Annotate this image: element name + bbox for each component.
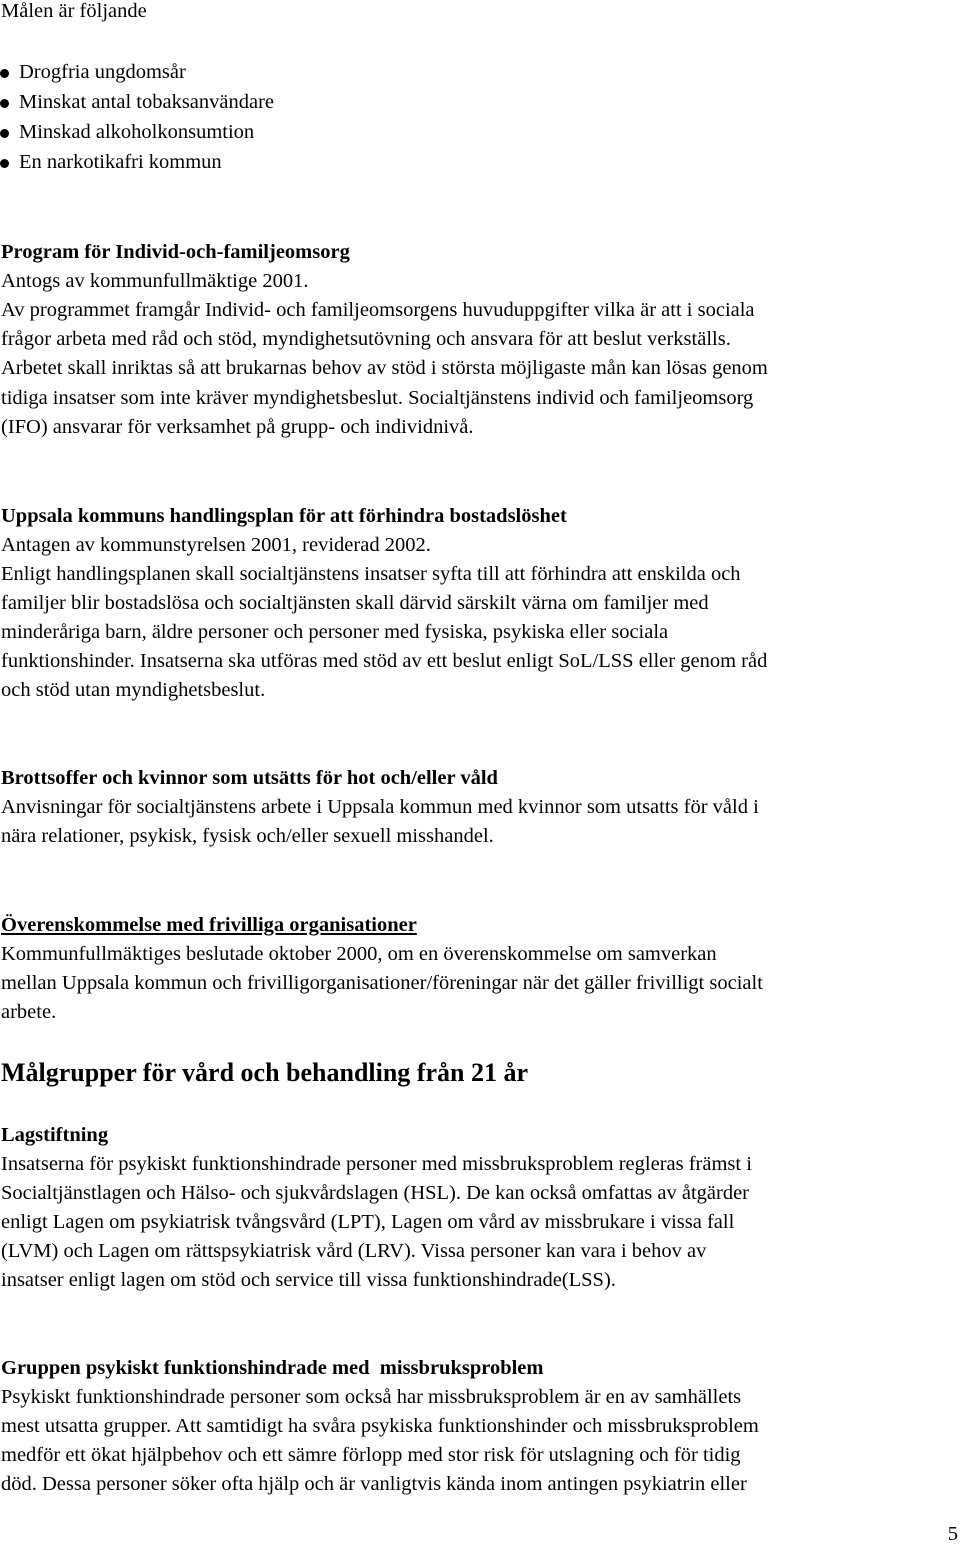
program-title: Program för Individ-och-familjeomsorg xyxy=(1,241,350,263)
page-number: 5 xyxy=(947,1523,958,1545)
legislation-line: Socialtjänstlagen och Hälso- och sjukvårdslagen (HSL). De kan också omfattas av åtgärder xyxy=(1,1182,750,1204)
program-line: tidiga insatser som inte kräver myndighetsbeslut. Socialtjänstens individ och familjeomsorg xyxy=(1,387,754,409)
housing-plan-line: familjer blir bostadslösa och socialtjänsten skall därvid särskilt värna om familjer med xyxy=(1,592,709,614)
group-line: mest utsatta grupper. Att samtidigt ha svåra psykiska funktionshinder och missbruksproblem xyxy=(1,1415,759,1437)
agreement-line: Kommunfullmäktiges beslutade oktober 2000, om en överenskommelse om samverkan xyxy=(1,943,717,965)
legislation-line: (LVM) och Lagen om rättspsykiatrisk vård (LRV). Vissa personer kan vara i behov av xyxy=(1,1240,707,1262)
housing-plan-line: minderåriga barn, äldre personer och personer med fysiska, psykiska eller sociala xyxy=(1,621,669,643)
legislation-line: Insatserna för psykiskt funktionshindrade personer med missbruksproblem regleras främst i xyxy=(1,1153,752,1175)
housing-plan-title: Uppsala kommuns handlingsplan för att förhindra bostadslöshet xyxy=(1,505,567,527)
housing-plan-line: Antagen av kommunstyrelsen 2001, reviderad 2002. xyxy=(1,534,431,556)
agreement-title: Överenskommelse med frivilliga organisationer xyxy=(1,914,417,936)
program-line: Av programmet framgår Individ- och familjeomsorgens huvuduppgifter vilka är att i sociala xyxy=(1,299,755,321)
crime-victims-title: Brottsoffer och kvinnor som utsätts för hot och/eller våld xyxy=(1,767,498,789)
agreement-line: mellan Uppsala kommun och frivilligorganisationer/föreningar när det gäller frivilligt socialt xyxy=(1,972,763,994)
goal-item: En narkotikafri kommun xyxy=(0,148,21,265)
bullet-icon xyxy=(0,69,9,78)
program-line: Antogs av kommunfullmäktige 2001. xyxy=(1,270,309,292)
legislation-line: enligt Lagen om psykiatrisk tvångsvård (LPT), Lagen om vård av missbrukare i vissa fall xyxy=(1,1211,735,1233)
agreement-line: arbete. xyxy=(1,1001,57,1023)
crime-victims-line: Anvisningar för socialtjänstens arbete i Uppsala kommun med kvinnor som utsatts för våld i xyxy=(1,796,759,818)
group-line: medför ett ökat hjälpbehov och ett sämre förlopp med stor risk för utslagning och för tidig xyxy=(1,1444,741,1466)
program-line: frågor arbeta med råd och stöd, myndighetsutövning och ansvara för att beslut verkställs. xyxy=(1,328,731,350)
bullet-icon xyxy=(0,129,9,138)
legislation-line: insatser enligt lagen om stöd och service till vissa funktionshindrade(LSS). xyxy=(1,1269,616,1291)
bullet-icon xyxy=(0,159,9,168)
legislation-title: Lagstiftning xyxy=(1,1124,109,1146)
goal-item: Minskad alkoholkonsumtion xyxy=(0,118,21,235)
bullet-icon xyxy=(0,99,9,108)
goals-heading: Målen är följande xyxy=(1,0,147,22)
housing-plan-line: och stöd utan myndighetsbeslut. xyxy=(1,679,266,701)
housing-plan-line: Enligt handlingsplanen skall socialtjänstens insatser syfta till att förhindra att enskilda och xyxy=(1,563,741,585)
goal-item: Minskat antal tobaksanvändare xyxy=(0,88,21,205)
program-line: (IFO) ansvarar för verksamhet på grupp- och individnivå. xyxy=(1,416,474,438)
group-title: Gruppen psykiskt funktionshindrade med missbruksproblem xyxy=(1,1357,544,1379)
housing-plan-line: funktionshinder. Insatserna ska utföras med stöd av ett beslut enligt SoL/LSS eller genom råd xyxy=(1,650,768,672)
program-line: Arbetet skall inriktas så att brukarnas behov av stöd i största möjligaste mån kan lösas genom xyxy=(1,357,768,379)
goal-item: Drogfria ungdomsår xyxy=(0,58,21,175)
crime-victims-line: nära relationer, psykisk, fysisk och/eller sexuell misshandel. xyxy=(1,825,494,847)
group-line: Psykiskt funktionshindrade personer som också har missbruksproblem är en av samhällets xyxy=(1,1386,742,1408)
target-groups-heading: Målgrupper för vård och behandling från 21 år xyxy=(1,1058,529,1087)
group-line: död. Dessa personer söker ofta hjälp och är vanligtvis kända inom antingen psykiatrin eller xyxy=(1,1473,747,1495)
